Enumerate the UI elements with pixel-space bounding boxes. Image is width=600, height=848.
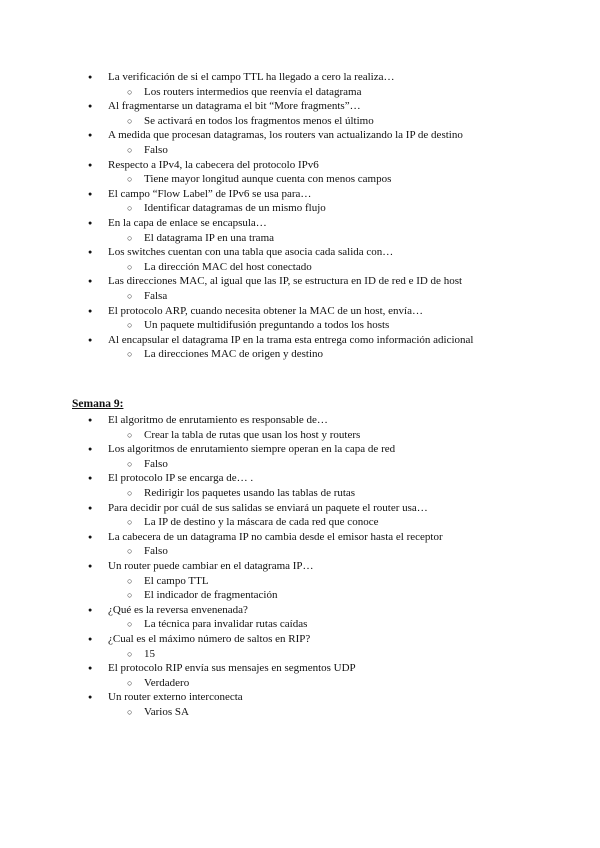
answer-item: ○ Redirigir los paquetes usando las tablas de rutas — [0, 486, 600, 501]
question-item: ● Al fragmentarse un datagrama el bit “More fragments”… — [0, 99, 600, 114]
section-heading: Semana 9: — [72, 398, 124, 410]
question-item: ● La verificación de si el campo TTL ha llegado a cero la realiza… — [0, 70, 600, 85]
answer-item: ○ Verdadero — [0, 676, 600, 691]
question-item: ● Para decidir por cuál de sus salidas se enviará un paquete el router usa… — [0, 501, 600, 516]
question-item: ● En la capa de enlace se encapsula… — [0, 216, 600, 231]
answer-item: ○ Falsa — [0, 289, 600, 304]
question-item: ● Los algoritmos de enrutamiento siempre operan en la capa de red — [0, 442, 600, 457]
question-item: ● El algoritmo de enrutamiento es responsable de… — [0, 413, 600, 428]
answer-item: ○ Crear la tabla de rutas que usan los host y routers — [0, 428, 600, 443]
answer-item: ○ La dirección MAC del host conectado — [0, 260, 600, 275]
answer-item: ○ Identificar datagramas de un mismo flujo — [0, 201, 600, 216]
answer-item: ○ 15 — [0, 647, 600, 662]
question-item: ● La cabecera de un datagrama IP no cambia desde el emisor hasta el receptor — [0, 530, 600, 545]
answer-item: ○ Falso — [0, 457, 600, 472]
question-list — [0, 70, 600, 362]
question-item: ● Un router puede cambiar en el datagrama IP… — [0, 559, 600, 574]
answer-item: ○ Falso — [0, 143, 600, 158]
question-section-1 — [0, 70, 600, 362]
question-item: ● A medida que procesan datagramas, los routers van actualizando la IP de destino — [0, 128, 600, 143]
answer-item: ○ Varios SA — [0, 705, 600, 720]
answer-item: ○ Tiene mayor longitud aunque cuenta con menos campos — [0, 172, 600, 187]
answer-item: ○ El indicador de fragmentación — [0, 588, 600, 603]
question-item: ● Un router externo interconecta — [0, 690, 600, 705]
question-item: ● El protocolo RIP envía sus mensajes en segmentos UDP — [0, 661, 600, 676]
question-item: ● El protocolo ARP, cuando necesita obtener la MAC de un host, envía… — [0, 304, 600, 319]
question-item: ● ¿Qué es la reversa envenenada? — [0, 603, 600, 618]
answer-item: ○ Se activará en todos los fragmentos menos el último — [0, 114, 600, 129]
question-item: ● Al encapsular el datagrama IP en la trama esta entrega como información adicional — [0, 333, 600, 348]
answer-item: ○ El datagrama IP en una trama — [0, 231, 600, 246]
answer-item: ○ La direcciones MAC de origen y destino — [0, 347, 600, 362]
answer-item: ○ La técnica para invalidar rutas caídas — [0, 617, 600, 632]
answer-item: ○ El campo TTL — [0, 574, 600, 589]
question-item: ● Respecto a IPv4, la cabecera del protocolo IPv6 — [0, 158, 600, 173]
question-list — [0, 413, 600, 719]
question-item: ● El protocolo IP se encarga de… . — [0, 471, 600, 486]
question-section-2 — [0, 396, 600, 719]
question-item: ● El campo “Flow Label” de IPv6 se usa para… — [0, 187, 600, 202]
answer-item: ○ Un paquete multidifusión preguntando a todos los hosts — [0, 318, 600, 333]
answer-item: ○ Los routers intermedios que reenvía el datagrama — [0, 85, 600, 100]
question-item: ● Las direcciones MAC, al igual que las IP, se estructura en ID de red e ID de host — [0, 274, 600, 289]
answer-item: ○ Falso — [0, 544, 600, 559]
question-item: ● ¿Cual es el máximo número de saltos en RIP? — [0, 632, 600, 647]
question-item: ● Los switches cuentan con una tabla que asocia cada salida con… — [0, 245, 600, 260]
answer-item: ○ La IP de destino y la máscara de cada red que conoce — [0, 515, 600, 530]
